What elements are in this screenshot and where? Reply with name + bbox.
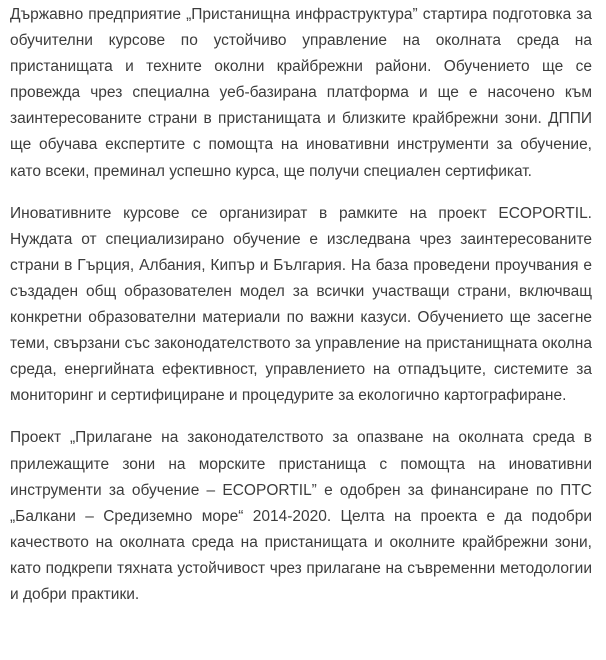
- paragraph-training-courses: Държавно предприятие „Пристанищна инфраструктура” стартира подготовка за обучителни курсове по устойчиво управление на околната среда на пристанищата и техните околни крайбрежни райони. Обучението ще се провежда чрез специална уеб-базирана платформа и ще е насочено към заинтересованите страни в пристанищата и близките крайбрежни зони. ДППИ ще обучава експертите с помощта на иновативни инструменти за обучение, като всеки, преминал успешно курса, ще получи специален сертификат.: [10, 6, 592, 180]
- paragraph-ecoportil-courses: Иновативните курсове се организират в рамките на проект ECOPORTIL. Нуждата от специализирано обучение е изследвана чрез заинтересованите страни в Гърция, Албания, Кипър и България. На база проведени проучвания е създаден общ образователен модел за всички участващи страни, включващ конкретни образователни материали по важни казуси. Обучението ще засегне теми, свързани със законодателството за управление на пристанищната околна среда, енергийната ефективност, управлението на отпадъците, системите за мониторинг и сертифициране и процедурите за екологично картографиране.: [10, 204, 592, 405]
- article-body: [10, 2, 592, 624]
- paragraph-project-funding: Проект „Прилагане на законодателството за опазване на околната среда в прилежащите зони на морските пристанища с помощта на иновативни инструменти за обучение – ECOPORTIL” е одобрен за финансиране по ПТС „Балкани – Средиземно море“ 2014-2020. Целта на проекта е да подобри качеството на околната среда на пристанищата и околните крайбрежни зони, като подкрепи тяхната устойчивост чрез прилагане на съвременни методологии и добри практики.: [10, 429, 592, 603]
